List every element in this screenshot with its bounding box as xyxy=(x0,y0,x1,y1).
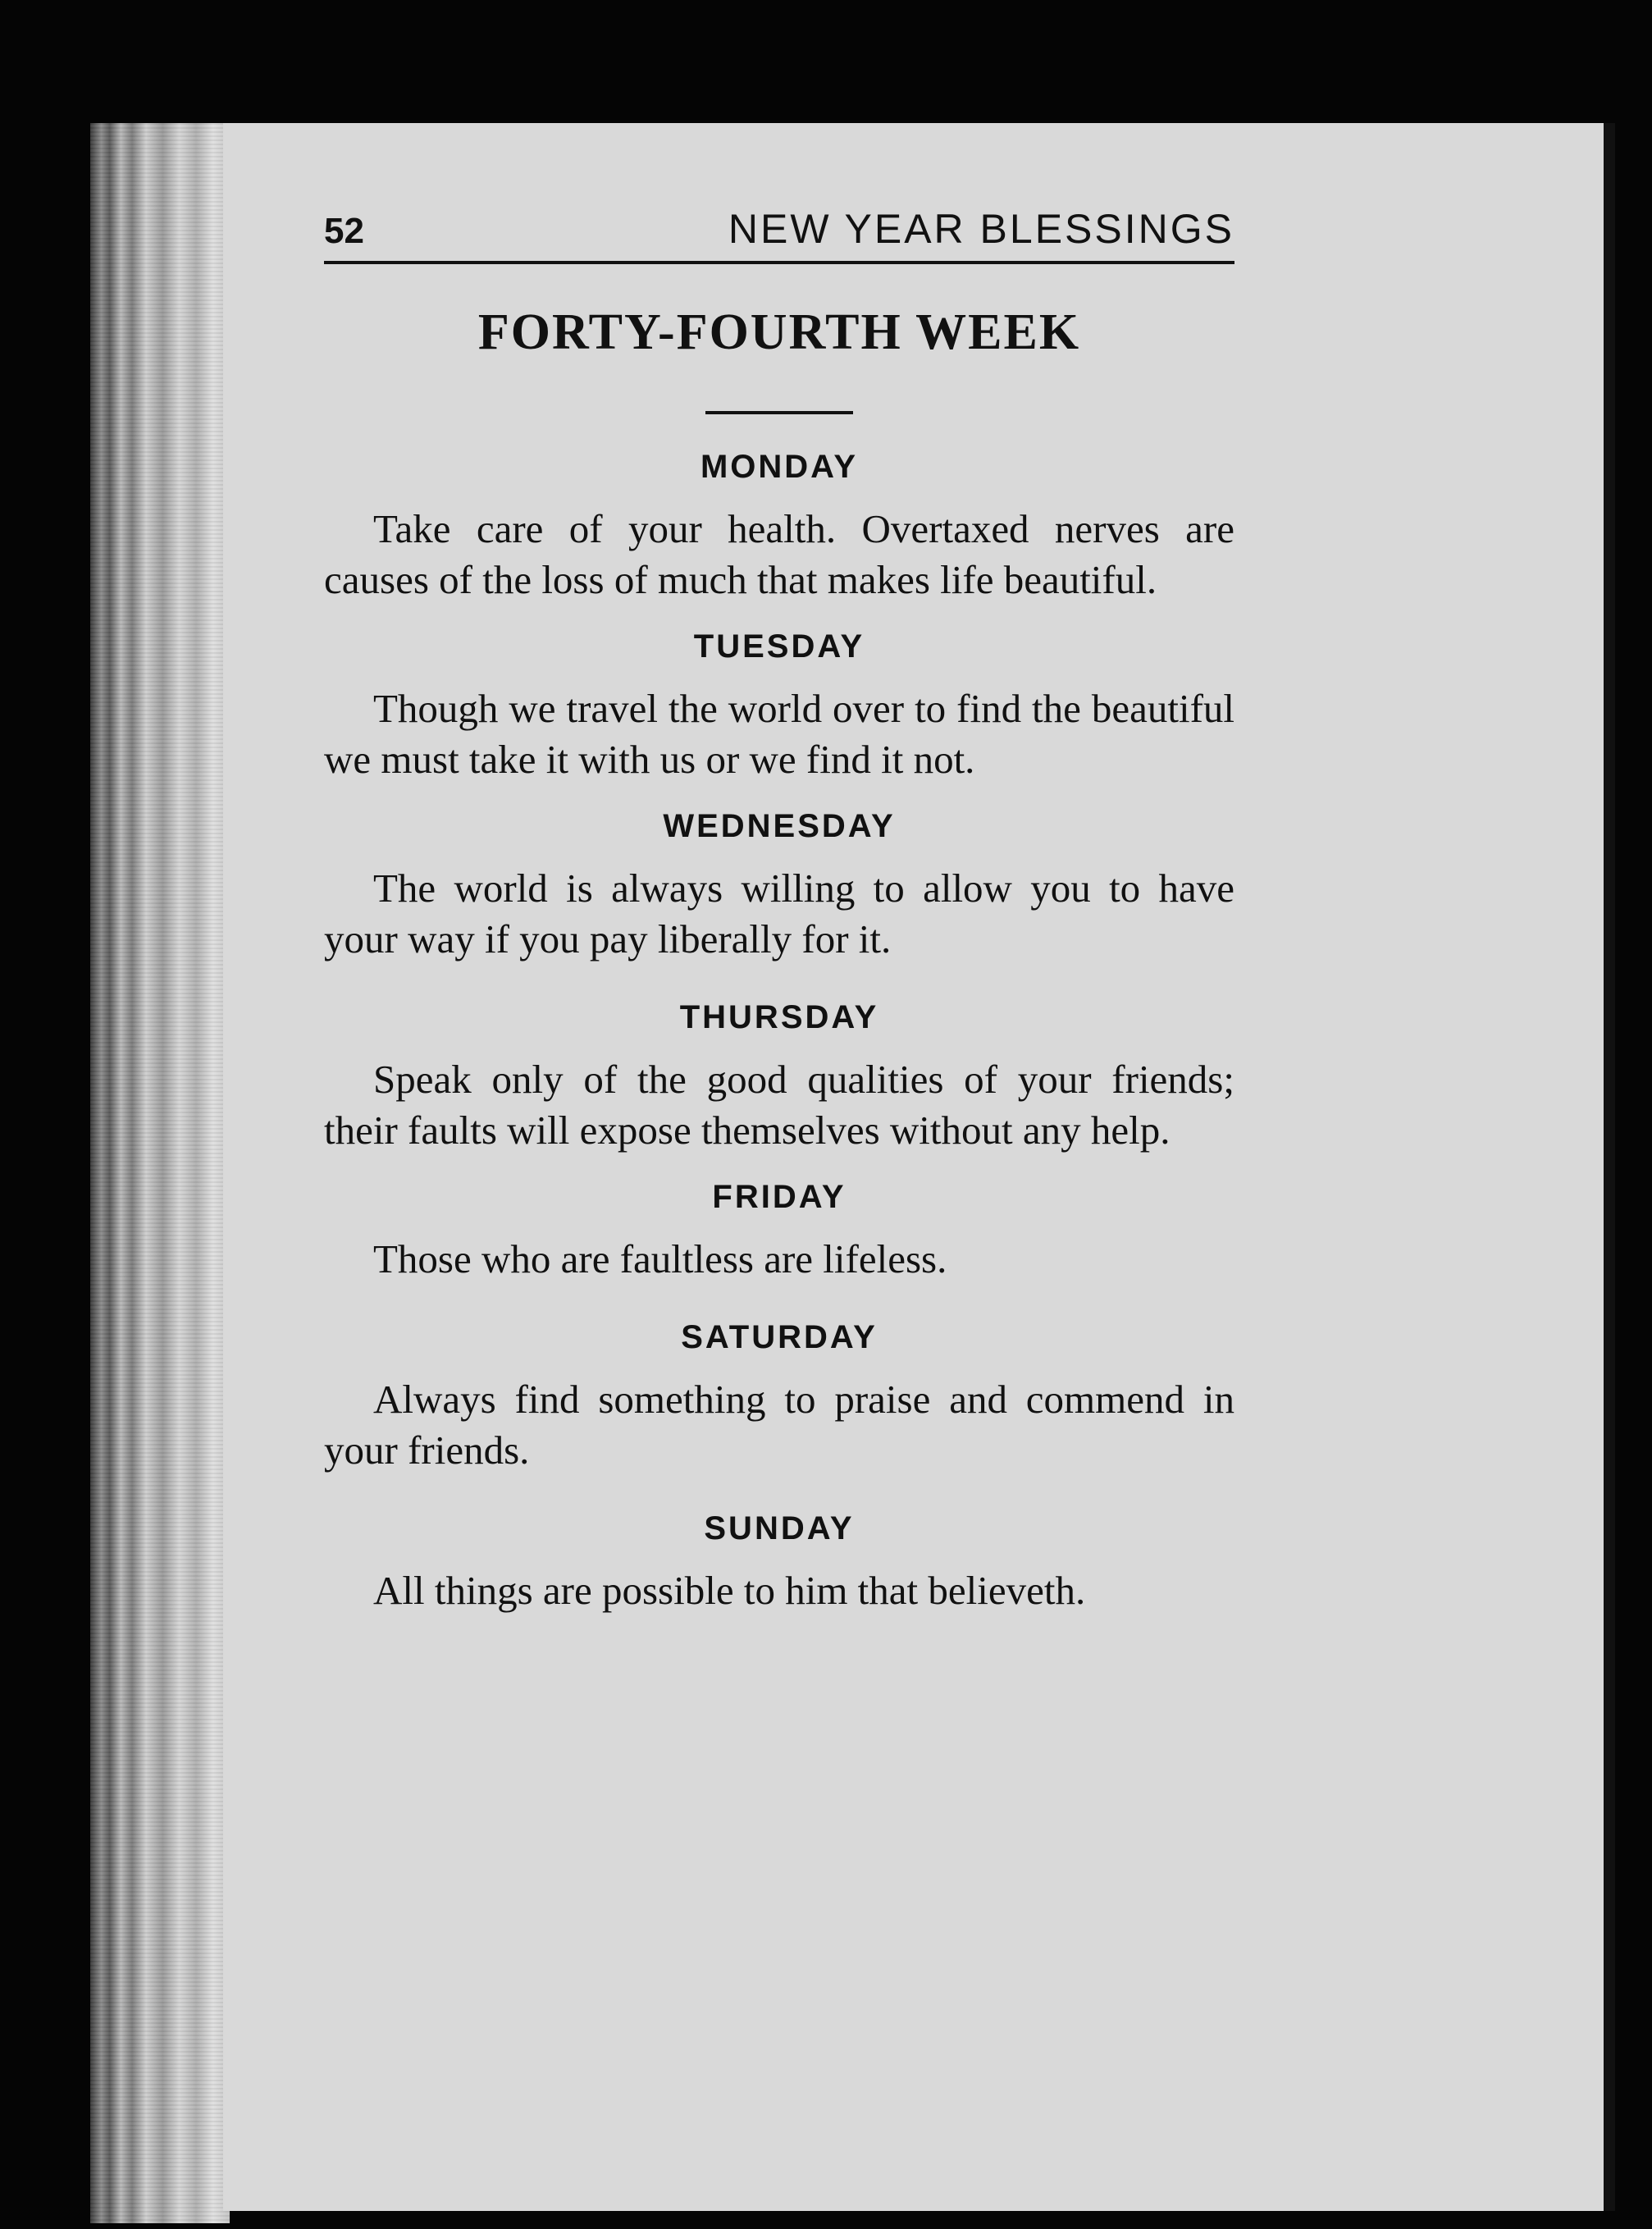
page-number: 52 xyxy=(324,211,364,251)
day-text: Those who are faultless are lifeless. xyxy=(373,1236,947,1281)
day-entry-sunday xyxy=(324,1510,1234,1616)
day-name: TUESDAY xyxy=(693,628,865,665)
day-entry-monday xyxy=(324,449,1234,605)
day-entry-wednesday xyxy=(324,808,1234,965)
day-entry-saturday xyxy=(324,1319,1234,1476)
day-name: SUNDAY xyxy=(704,1510,855,1546)
gutter-shadow xyxy=(1604,123,1615,2211)
day-text: Speak only of the good qualities of your friends; their faults will expose themselves without any help. xyxy=(324,1057,1234,1153)
book-page-edges xyxy=(90,123,230,2223)
day-text: The world is always willing to allow you to have your way if you pay liberally for it. xyxy=(324,866,1234,961)
day-entry-friday xyxy=(324,1179,1234,1285)
day-name: FRIDAY xyxy=(712,1179,847,1215)
day-entry-tuesday xyxy=(324,628,1234,785)
day-name: SATURDAY xyxy=(681,1319,878,1355)
day-name: THURSDAY xyxy=(679,999,879,1035)
book-title: NEW YEAR BLESSINGS xyxy=(728,206,1234,252)
day-entry-thursday xyxy=(324,999,1234,1156)
day-name: WEDNESDAY xyxy=(663,808,896,844)
day-text: Always find something to praise and commend in your friends. xyxy=(324,1377,1234,1473)
running-head xyxy=(324,205,1234,264)
day-text: Though we travel the world over to find the beautiful we must take it with us or we find it not. xyxy=(324,686,1234,782)
day-text: All things are possible to him that believeth. xyxy=(373,1568,1086,1613)
page-content xyxy=(324,205,1234,1616)
week-title: FORTY-FOURTH WEEK xyxy=(477,304,1081,360)
day-text: Take care of your health. Overtaxed nerves are causes of the loss of much that makes life beautiful. xyxy=(324,506,1234,602)
title-rule xyxy=(705,411,853,414)
day-name: MONDAY xyxy=(700,449,859,485)
